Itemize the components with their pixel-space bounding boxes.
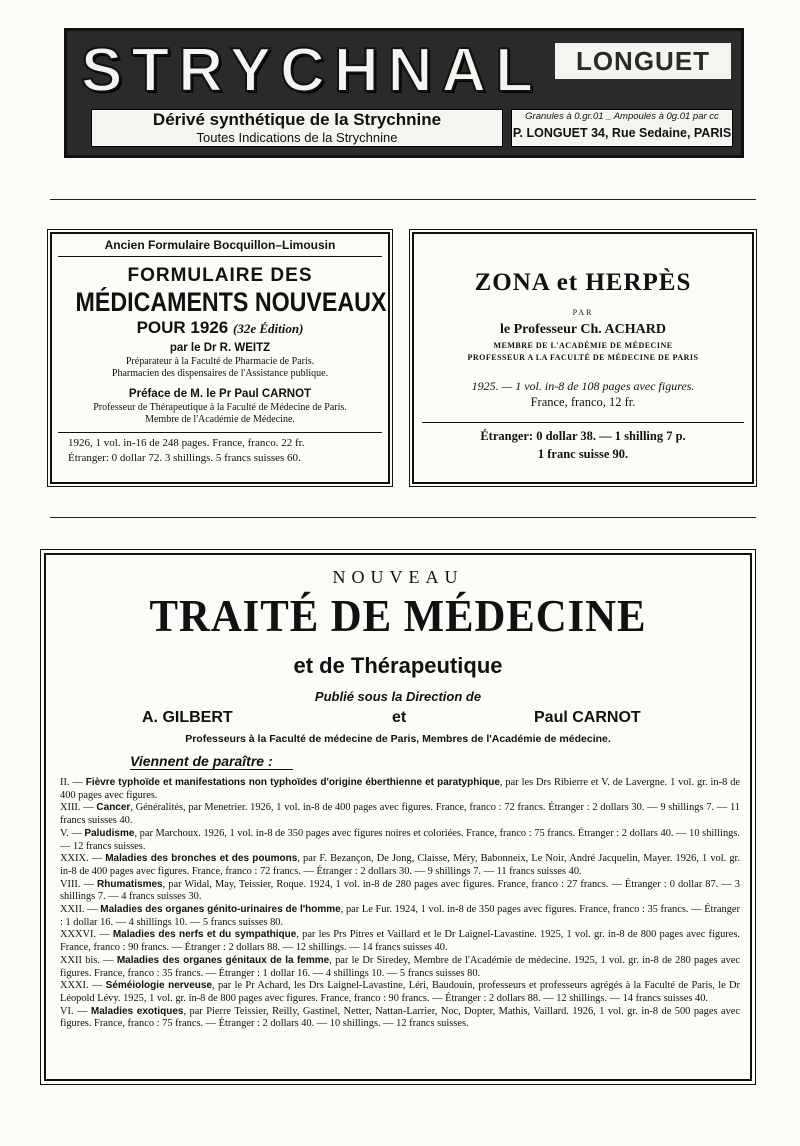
zona-par: PAR [572, 308, 594, 317]
strychnal-vendor: P. LONGUET 34, Rue Sedaine, PARIS [512, 126, 732, 140]
traite-director1: A. GILBERT [142, 709, 233, 726]
volume-entry [60, 904, 740, 929]
formulaire-author-desc2: Pharmacien des dispensaires de l'Assistance publique. [111, 368, 329, 379]
zona-edition: 1925. — 1 vol. in-8 de 108 pages avec figures. [471, 379, 695, 393]
volume-subject: Maladies des organes génitaux de la femme [116, 954, 330, 966]
traite-nouveau: NOUVEAU [332, 567, 464, 587]
formulaire-edition-main: POUR 1926 [136, 318, 229, 337]
traite-forthcoming: Viennent de paraître : [130, 753, 293, 770]
formulaire-author: par le Dr R. WEITZ [169, 342, 271, 354]
volume-entry [60, 802, 740, 827]
traite-subtitle: et de Thérapeutique [293, 653, 503, 678]
volume-number: VI. — [60, 1005, 91, 1017]
traite-director2: Paul CARNOT [534, 709, 641, 726]
volume-subject: Maladies exotiques [90, 1005, 184, 1017]
volume-entry [60, 929, 740, 954]
volume-number: XXXI. — [60, 980, 106, 992]
zona-ad [412, 232, 754, 484]
volume-number: V. — [60, 827, 85, 839]
volume-number: VIII. — [60, 878, 98, 890]
volume-details: , Généralités, par Menetrier. 1926, 1 vol. in-8 de 400 pages avec figures. France, franco : 72 francs. Étranger : 2 dollars 30. — 9 shillings 7. — 11 francs suisses 40. [60, 802, 740, 827]
volume-entry [60, 853, 740, 878]
zona-author-title2: PROFESSEUR A LA FACULTÉ DE MÉDECINE DE PARIS [467, 353, 699, 362]
traite-ad [44, 553, 752, 1081]
volume-entry [60, 777, 740, 802]
volume-subject: Maladies des organes génito-urinaires de l'homme [100, 904, 341, 916]
traite-volume-list [60, 777, 740, 1031]
volume-number: II. — [60, 777, 86, 788]
volume-subject: Paludisme [84, 827, 135, 839]
volume-details: , par Le Fur. 1924, 1 vol. in-8 de 350 pages avec figures. France, franco : 35 francs. — Étranger : 1 dollar 16. — 4 shillings 10. — 5 francs suisses 80. [60, 904, 740, 928]
volume-subject: Maladies des bronches et des poumons [105, 853, 298, 865]
volume-details: , par Marchoux. 1926, 1 vol. in-8 de 350 pages avec figures noires et coloriées. France, franco : 75 francs. Étranger : 2 dollars 40. — 10 shillings. — 12 francs suisses. [60, 827, 740, 852]
volume-details: , par Widal, May, Teissier, Roque. 1924, 1 vol. in-8 de 280 pages avec figures. France, franco : 27 francs. — Étranger : 0 dollar 87. — 3 shillings 7. — 4 francs suisses 30. [60, 878, 740, 903]
volume-number: XXIX. — [60, 853, 106, 865]
zona-prices [422, 422, 744, 463]
formulaire-edition-note: (32e Édition) [232, 321, 304, 336]
strychnal-dosage: Granules à 0.gr.01 _ Ampoules à 0g.01 par cc [525, 111, 719, 122]
strychnal-subtagline: Toutes Indications de la Strychnine [196, 130, 398, 145]
formulaire-prices [58, 432, 382, 466]
volume-number: XXII. — [60, 904, 101, 916]
volume-subject: Rhumatismes [97, 878, 163, 890]
traite-professors: Professeurs à la Faculté de médecine de Paris, Membres de l'Académie de médecine. [185, 733, 611, 745]
volume-entry [60, 980, 740, 1005]
volume-details: , par le Pr Achard, les Drs Laignel-Lavastine, Léri, Baudouin, professeurs et professeurs agrégés à la Faculté de Paris, le Dr Léopold Lévy. 1925, 1 vol. gr. in-8 de 800 pages avec figures. France, franco : 90 francs. — Étranger : 2 dollars 88. — 12 shillings. — 14 francs suisses 40. [60, 980, 741, 1004]
zona-author: le Professeur Ch. ACHARD [500, 322, 666, 337]
volume-details: , par les Drs Ribierre et V. de Lavergne. 1 vol. gr. in-8 de 400 pages avec figures. [60, 777, 741, 801]
volume-details: , par le Dr Siredey, Membre de l'Académie de médecine. 1925, 1 vol. gr. in-8 de 280 pages avec figures. France, franco : 35 francs. — Étranger : 1 dollar 16. — 4 shillings 10. — 5 francs suisses 80. [60, 954, 740, 979]
formulaire-preface: Préface de M. le Pr Paul CARNOT [128, 388, 312, 400]
volume-details: , par F. Bezançon, De Jong, Claisse, Méry, Babonneix, Le Noir, André Jacquelin, Mayer. 1926, 1 vol. gr. in-8 de 400 pages avec figures. France, franco : 72 francs. — Étranger : 2 dollars 30. — 9 shillings 7. — 11 francs suisses 40. [60, 853, 740, 877]
formulaire-author-desc1: Préparateur à la Faculté de Pharmacie de Paris. [125, 356, 315, 367]
strychnal-brand: STRYCHNAL [81, 36, 543, 105]
volume-entry [60, 1006, 740, 1031]
traite-and: et [392, 709, 407, 726]
formulaire-line1: FORMULAIRE DES [127, 265, 313, 286]
formulaire-edition [52, 317, 388, 340]
volume-subject: Cancer [96, 802, 131, 814]
volume-entry [60, 879, 740, 904]
volume-number: XXII bis. — [60, 954, 117, 966]
volume-number: XIII. — [60, 802, 97, 814]
volume-details: , par Pierre Teissier, Reilly, Gastinel, Netter, Nattan-Larrier, Noc, Dopter, Mathis, Vaillard. 1926, 1 vol. gr. in-8 de 500 pages avec figures. France, franco : 75 francs. — Étranger : 2 dollars 40. — 10 shillings. — 12 francs suisses. [60, 1005, 740, 1030]
volume-subject: Maladies des nerfs et du sympathique [112, 929, 297, 941]
volume-entry [60, 828, 740, 853]
volume-number: XXXVI. — [60, 929, 113, 941]
zona-author-title1: MEMBRE DE L'ACADÉMIE DE MÉDECINE [493, 341, 673, 350]
volume-subject: Fièvre typhoïde et manifestations non typhoïdes d'origine éberthienne et paratyphique [85, 777, 500, 788]
strychnal-info-box [511, 109, 733, 147]
formulaire-preface-desc2: Membre de l'Académie de Médecine. [145, 414, 295, 425]
zona-price-france: France, franco, 12 fr. [530, 395, 636, 409]
zona-title: ZONA et HERPÈS [474, 269, 692, 296]
strychnal-tagline-box [91, 109, 503, 147]
volume-details: , par les Prs Pitres et Vaillard et le Dr Laignel-Lavastine. 1925, 1 vol. gr. in-8 de 800 pages avec figures. France, franco : 90 francs. — Étranger : 2 dollars 88. — 12 shillings. — 14 francs suisses 40. [60, 929, 740, 954]
formulaire-header: Ancien Formulaire Bocquillon–Limousin [58, 234, 382, 257]
strychnal-brand-suffix: LONGUET [555, 43, 731, 79]
formulaire-ad [50, 232, 390, 484]
formulaire-preface-desc1: Professeur de Thérapeutique à la Faculté de Médecine de Paris. [93, 402, 347, 413]
formulaire-price-france: 1926, 1 vol. in-16 de 248 pages. France, franco. 22 fr. [68, 437, 305, 449]
traite-title: TRAITÉ DE MÉDECINE [149, 590, 647, 641]
volume-subject: Séméiologie nerveuse [105, 980, 213, 992]
zona-price-foreign2: 1 franc suisse 90. [537, 447, 629, 461]
formulaire-title: MÉDICAMENTS NOUVEAUX [75, 287, 387, 317]
strychnal-ad [64, 28, 744, 158]
volume-entry [60, 955, 740, 980]
divider-top [50, 199, 756, 200]
divider-middle [50, 517, 756, 518]
traite-published: Publié sous la Direction de [314, 689, 482, 704]
strychnal-tagline: Dérivé synthétique de la Strychnine [152, 110, 442, 129]
zona-price-foreign1: Étranger: 0 dollar 38. — 1 shilling 7 p. [480, 429, 686, 443]
formulaire-price-foreign: Étranger: 0 dollar 72. 3 shillings. 5 francs suisses 60. [68, 452, 301, 464]
